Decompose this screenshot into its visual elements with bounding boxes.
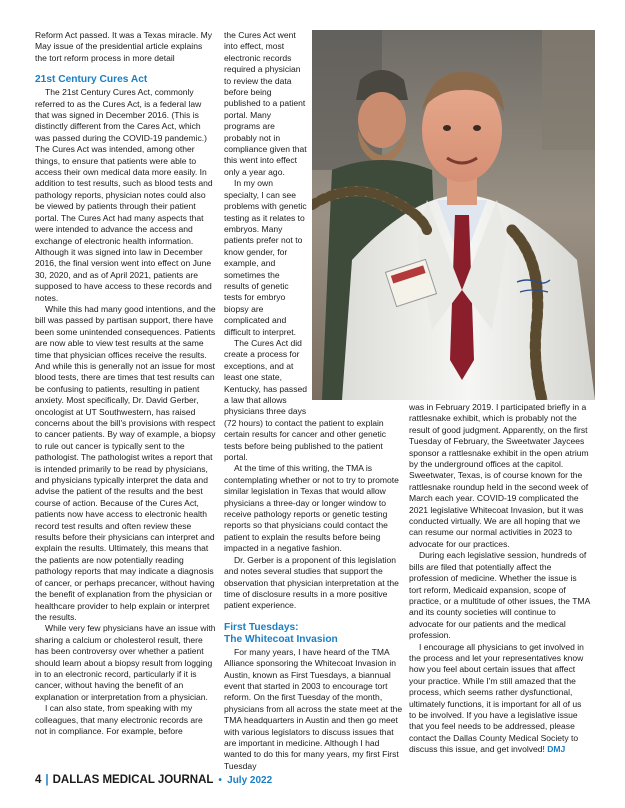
- page-number: 4: [35, 774, 42, 786]
- paragraph: During each legislative session, hundreds of bills are filed that potentially affect the profession of medicine. Whether the issue is tort reform, Medicaid expansion, scope of practice, or a multitude of other issues, the TMA and its county societies will continue to advocate for our patients and the medical profession.: [409, 550, 590, 641]
- paragraph: The 21st Century Cures Act, commonly referred to as the Cures Act, is a federal law that was signed in December 2016. (This is distinctly different from the Cares Act, which was passed during the COVID-19 pandemic.) The Cures Act was intended, among other things, to ensure that patients were able to access their own medical data more easily. In addition to test results, such as blood tests and pathology reports, physician notes could also be viewed by patients through their patient portal. The Cures Act had many aspects that were intended to advance the access and exchange of electronic health information. Although it was signed into law in December 2016, the final version went into effect on June 30, 2020, and as of April 2021, patients are supposed to have access to these records and notes.: [35, 87, 213, 303]
- paragraph: At the time of this writing, the TMA is contemplating whether or not to try to promote similar legislation in Texas that would allow physicians a three-day or longer window to receive pathology reports or genetic testing reports so that physicians could contact the patient to explain the results before being impacted in a negative fashion.: [224, 463, 399, 554]
- page-footer: [35, 774, 272, 786]
- section-heading-cures-act: 21st Century Cures Act: [35, 74, 148, 86]
- section-heading-first-tuesdays: [224, 622, 405, 646]
- paragraph: [409, 642, 590, 756]
- paragraph: In my own specialty, I can see problems with genetic testing as it relates to embryos. Many patients prefer not to know gender, for example, and sometimes the results of genetic tests for embryo biopsy are complicated and difficult to interpret.: [224, 178, 307, 337]
- paragraph: was in February 2019. I participated briefly in a rattlesnake exhibit, which is probably not the result of good judgment. Apparently, on the first Tuesday of February, the Sweetwater Jaycees sponsor a rattlesnake exhibit in the open atrium by the underground offices at the capitol. Sweetwater, Texas, is of course known for the rattlesnake roundup held in the second week of March each year. COVID-19 complicated the 2021 legislative Whitecoat Invasion, but it was conducted virtually. We are all hoping that we can resume our normal activities in 2023 to advocate for our practices.: [409, 402, 589, 549]
- paragraph: (72 hours) to contact the patient to explain certain results for cancer and other genetic tests before being published to the patient portal.: [224, 417, 387, 463]
- paragraph-text: I encourage all physicians to get involved in the process and let your representatives know how you feel about certain issues that affect your practice. While I'm still amazed that the process, which seems rather dysfunctional, ultimately functions, it is important for all of us to be involved. If you have a legislative issue that you feel needs to be addressed, please contact the Dallas County Medical Society to discuss this issue, and get involved!: [409, 641, 584, 755]
- photo-illustration: [312, 30, 595, 400]
- article-column-3: [409, 402, 590, 756]
- photo-physician-with-rattlesnake: [312, 30, 595, 400]
- paragraph: While very few physicians have an issue with sharing a calcium or cholesterol result, there has been controversy over whether a patient should learn about a biopsy result from logging in to an electronic record, particularly if it is cancer, without having the benefit of an explanation or interpretation from a physician.: [35, 623, 216, 702]
- footer-separator: |: [45, 774, 49, 786]
- heading-line-1: First Tuesdays:: [224, 621, 299, 633]
- paragraph: Dr. Gerber is a proponent of this legislation and notes several studies that support the observation that physician interpretation at the time of disclosure results in a more positive patient experience.: [224, 554, 399, 611]
- signature-dmj: DMJ: [547, 744, 566, 755]
- paragraph: While this had many good intentions, and the bill was passed by partisan support, there have been some unintended consequences. Patients are now able to view test results at the same time that physician offices receive the results. And while this is generally not an issue for most blood tests, there are times that test results can be confusing to patients, resulting in patient anxiety. Most specifically, Dr. David Gerber, oncologist at UT Southwestern, has raised concerns about the bill's provisions with respect to cancer patients. By way of example, a biopsy to rule out cancer is typically sent to the pathologist. The pathologist writes a report that is intended primarily to be read by physicians, and physicians typically interpret the data and advise the patient of the results and the best course of action. Because of the Cures Act, patients now have access to electronic health record test results and often review these results before their physicians can interpret and explain the results. Ultimately, this means that the patients are now potentially reading pathology reports that may indicate a diagnosis of cancer, or perhaps precancer, without having the benefit of explanation from the physician or healthcare provider to help explain or interpret the results.: [35, 303, 216, 622]
- paragraph: the Cures Act went into effect, most electronic records required a physician to review the data before being published to a patient portal. Many programs are probably not in compliance given that this went into effect only a year ago.: [224, 30, 307, 177]
- publication-name: DALLAS MEDICAL JOURNAL: [52, 774, 214, 786]
- paragraph: Reform Act passed. It was a Texas miracle. My May issue of the presidential article explains the tort reform process in more detail: [35, 30, 213, 63]
- footer-bullet: •: [218, 775, 222, 786]
- paragraph: The Cures Act did create a process for exceptions, and at least one state, Kentucky, has passed a law that allows physicians three days: [224, 337, 307, 417]
- narrow-text-wrap: [224, 30, 307, 418]
- paragraph: I can also state, from speaking with my colleagues, that many electronic records are not in compliance. For example, before: [35, 703, 203, 736]
- article-column-1: [35, 30, 216, 737]
- issue-date: July 2022: [227, 775, 273, 786]
- heading-line-2: The Whitecoat Invasion: [224, 633, 338, 645]
- paragraph: For many years, I have heard of the TMA Alliance sponsoring the Whitecoat Invasion in Austin, known as First Tuesdays, a biannual event that started in 2003 to encourage tort reform. On the first Tuesday of the month, physicians from all across the state meet at the TMA headquarters in Austin and then go meet with various legislators to discuss issues that are important in medicine. Although I had wanted to do this for many years, my first First Tuesday: [224, 646, 403, 771]
